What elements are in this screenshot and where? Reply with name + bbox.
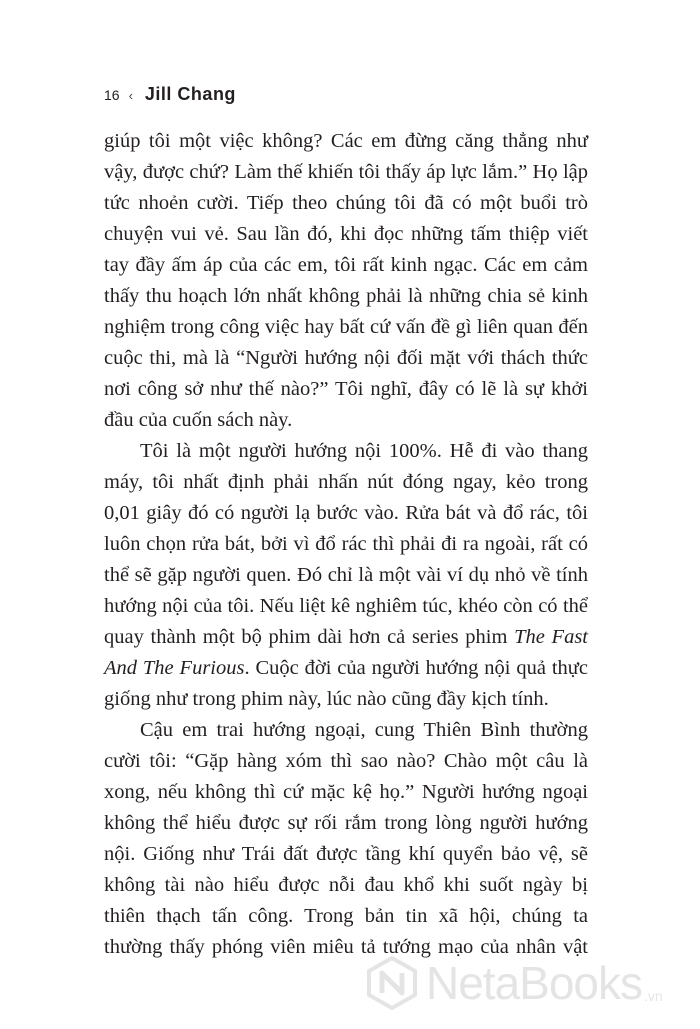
- film-title-part-1: The Fast: [514, 626, 588, 648]
- chevron-left-icon: ‹: [128, 88, 133, 103]
- watermark-suffix: .vn: [644, 988, 663, 1004]
- text-line: không thể hiểu được sự rối rắm trong lòng người hướng: [104, 812, 588, 834]
- text-line: thấy thu hoạch lớn nhất không phải là những chia sẻ kinh: [104, 285, 588, 307]
- text-line: thiên thạch tấn công. Trong bản tin xã hội, chúng ta: [104, 905, 588, 927]
- text-line: chuyện vui vẻ. Sau lần đó, khi đọc những tấm thiệp viết: [104, 223, 588, 245]
- body-text: [104, 126, 588, 963]
- text-line: không tài nào hiểu được nỗi đau khổ khi suốt ngày bị: [104, 874, 588, 896]
- paragraph-start-line: Tôi là một người hướng nội 100%. Hễ đi vào thang: [140, 440, 588, 462]
- text-line-with-title: [104, 622, 588, 653]
- text-line: vậy, được chứ? Làm thế khiến tôi thấy áp lực lắm.” Họ lập: [104, 161, 588, 183]
- text-line: tức nhoẻn cười. Tiếp theo chúng tôi đã có một buổi trò: [104, 192, 588, 214]
- page-number: 16: [104, 87, 120, 103]
- running-header: [104, 84, 236, 105]
- film-title-part-2: And The Furious: [104, 657, 245, 679]
- text-line: xong, nếu không thì cứ mặc kệ họ.” Người hướng ngoại: [104, 781, 588, 803]
- text-line: nghiệm trong công việc hay bất cứ vấn đề gì liên quan đến: [104, 316, 588, 338]
- paragraph-end-line: đầu của cuốn sách này.: [104, 409, 293, 431]
- netabooks-watermark: [364, 948, 684, 1018]
- text-line: máy, tôi nhất định phải nhấn nút đóng ngay, kẻo trong: [104, 471, 588, 493]
- text-line: cười tôi: “Gặp hàng xóm thì sao nào? Chào một câu là: [104, 750, 588, 772]
- text-fragment: quay thành một bộ phim dài hơn cả series phim: [104, 626, 508, 648]
- netabooks-logo-icon: [364, 955, 420, 1011]
- text-line: hướng nội của tôi. Nếu liệt kê nghiêm túc, khéo còn có thể: [104, 595, 588, 617]
- text-line: thường thấy phóng viên miêu tả tướng mạo của nhân vật: [104, 936, 588, 958]
- text-line-with-title: [104, 653, 588, 684]
- text-line: luôn chọn rửa bát, bởi vì đổ rác thì phải đi ra ngoài, rất có: [104, 533, 588, 555]
- text-line: 0,01 giây đó có người lạ bước vào. Rửa bát và đổ rác, tôi: [104, 502, 588, 524]
- text-line: nơi công sở như thế nào?” Tôi nghĩ, đây có lẽ là sự khởi: [104, 378, 588, 400]
- text-line: giúp tôi một việc không? Các em đừng căng thẳng như: [104, 130, 588, 152]
- paragraph-end-line: giống như trong phim này, lúc nào cũng đầy kịch tính.: [104, 688, 549, 710]
- text-line: cuộc thi, mà là “Người hướng nội đối mặt với thách thức: [104, 347, 588, 369]
- watermark-brand: NetaBooks: [426, 957, 643, 1009]
- text-line: nội. Giống như Trái đất được tầng khí quyển bảo vệ, sẽ: [104, 843, 588, 865]
- running-header-author: Jill Chang: [144, 84, 236, 104]
- text-line: tay đầy ấm áp của các em, tôi rất kinh ngạc. Các em cảm: [104, 254, 588, 276]
- text-line: thể sẽ gặp người quen. Đó chỉ là một vài ví dụ nhỏ về tính: [104, 564, 588, 586]
- paragraph-start-line: Cậu em trai hướng ngoại, cung Thiên Bình thường: [140, 719, 588, 741]
- text-fragment: . Cuộc đời của người hướng nội quả thực: [244, 657, 588, 679]
